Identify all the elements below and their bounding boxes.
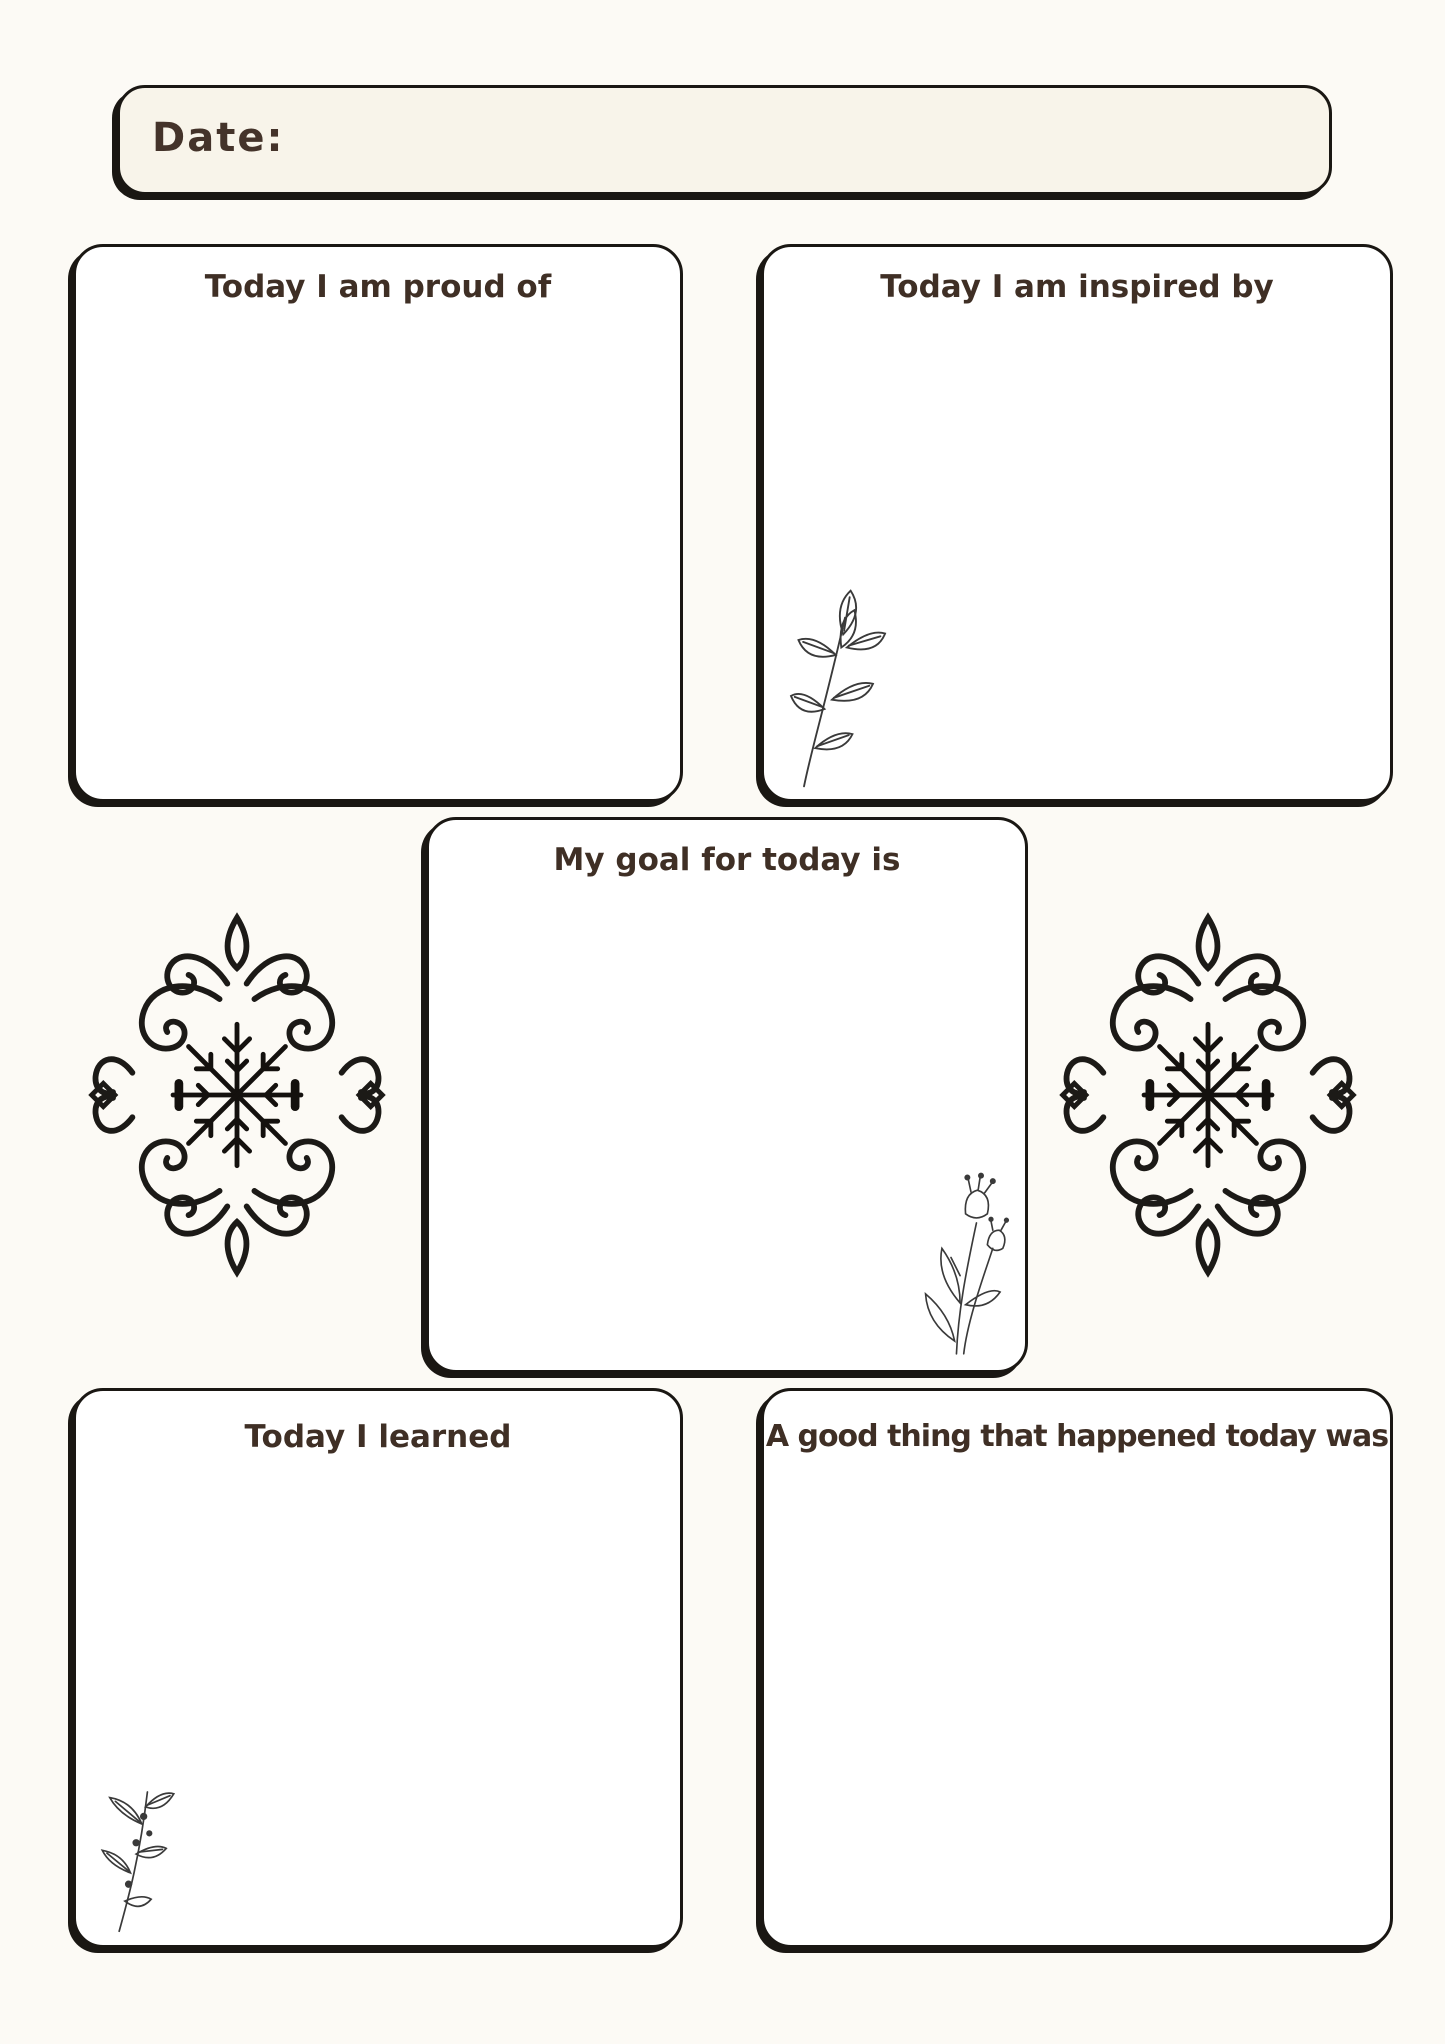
learned-box xyxy=(73,1388,683,1948)
date-label: Date: xyxy=(152,115,285,162)
inspired-write-area[interactable] xyxy=(774,317,1380,789)
snowflake-ornament-icon xyxy=(82,905,392,1285)
snowflake-ornament-icon xyxy=(1053,905,1363,1285)
inspired-heading: Today I am inspired by xyxy=(880,269,1274,305)
good-thing-box xyxy=(761,1388,1393,1948)
proud-write-area[interactable] xyxy=(86,317,670,789)
good-thing-heading: A good thing that happened today was xyxy=(765,1419,1389,1454)
inspired-box xyxy=(761,244,1393,802)
goal-heading: My goal for today is xyxy=(553,842,901,878)
good-thing-write-area[interactable] xyxy=(774,1461,1380,1935)
goal-box xyxy=(426,817,1028,1373)
proud-heading: Today I am proud of xyxy=(204,269,552,305)
date-input-area[interactable] xyxy=(300,108,1305,172)
date-box xyxy=(117,85,1332,195)
learned-heading: Today I learned xyxy=(244,1419,512,1455)
goal-write-area[interactable] xyxy=(439,890,1015,1360)
proud-box xyxy=(73,244,683,802)
learned-write-area[interactable] xyxy=(86,1461,670,1935)
